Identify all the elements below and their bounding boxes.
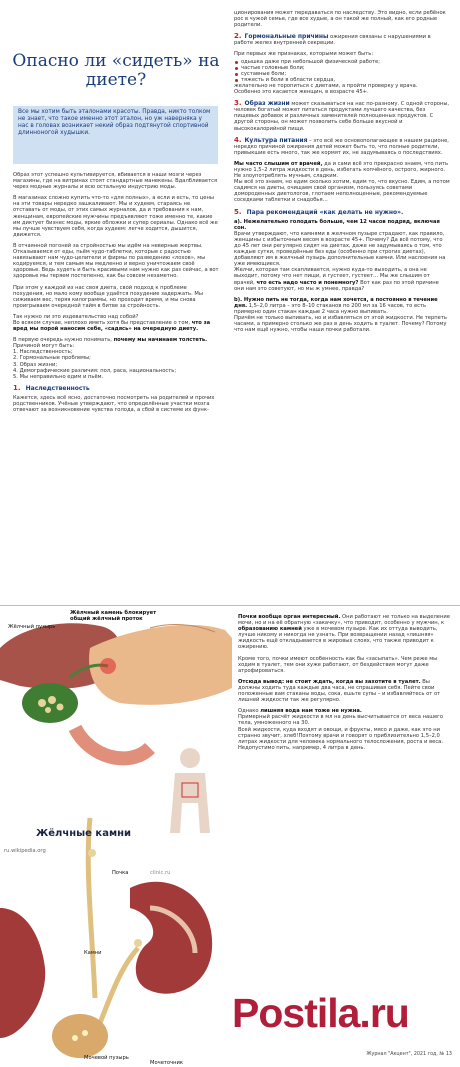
blockage-highlight bbox=[100, 658, 116, 674]
sentence: может сказываться на нас по-разному. С одной стороны, человек богатый может питаться продуктами лучшего качества, без пищевых добавок и различных заменителей полноценных продуктов. С другой стороны, он может позволить себе больше вкусной и высококалорийной пищи. bbox=[234, 101, 450, 132]
body-silhouette-head bbox=[180, 748, 200, 768]
list-item: одышка даже при небольшой физической работе; bbox=[234, 59, 450, 65]
body-silhouette bbox=[170, 773, 210, 833]
emphasis: что есть надо часто и понемногу? bbox=[256, 279, 359, 286]
sentence: Вот как раз по этой причине они нам это советуют, но мы ж умнее, правда? bbox=[234, 279, 439, 292]
sentence: Во всяком случае, неплохо иметь хотя бы представление о том, bbox=[13, 319, 191, 326]
section-title: Гормональные причины bbox=[244, 33, 329, 41]
intro-box: Все мы хотим быть эталонами красоты. Правда, никто толком не знает, что такое именно этот эталон, но уж наверняка у нас в головах возникает некий образ подтянутой спортивной длинноногой худышки. bbox=[13, 106, 218, 164]
sentence: Мы всё это знаем, но едим сколько хотим, едим то, что вкусно. Едим, а потом садимся на диеты, очищаем свой организм, пользуясь советами домороденных диетологов, глотаем неполноценные, рекомендуемые соседками таблетки и снадобья… bbox=[234, 179, 450, 204]
list-item: тяжесть и боли в области сердца, bbox=[234, 77, 450, 83]
paragraph bbox=[234, 137, 450, 156]
stones-label: Камни bbox=[84, 950, 102, 956]
left-column bbox=[13, 172, 219, 418]
section-heading bbox=[13, 385, 219, 392]
sentence: Причиной могут быть: bbox=[13, 343, 75, 350]
paragraph: Особенно это касается женщин, в возрасте 45+. bbox=[234, 89, 369, 96]
section-number: 4. bbox=[234, 135, 242, 144]
emphasis: Мы часто слышим от врачей, bbox=[234, 160, 323, 167]
section-number: 1. bbox=[13, 383, 21, 392]
gallstone-note: Жёлчный камень блокирует общий жёлчный проток bbox=[70, 610, 157, 622]
section-heading bbox=[234, 209, 450, 216]
kidney-left-shape bbox=[0, 908, 45, 1038]
right-column bbox=[234, 10, 450, 338]
paragraph bbox=[238, 679, 452, 703]
sentence: Всей жидкости, куда входят и овощи, и фрукты, мясо и даже, как это ни странно звучит, хлеб!Поэтому врачи и говорят о приблизительно 1,5–2,0 литрах жидкости для человека нормального телосложения, роста и веса. Недопустимо пить, например, 4 литра в день. bbox=[238, 726, 444, 751]
sentence: Желчи, которая там скапливается, нужно куда-то выходить, а она не выходит, потому что нет пищи, и густеет, густеет… Мы же слышим от врачей, bbox=[234, 267, 430, 286]
paragraph: При этом у каждой из нас своя диета, свой подход к проблеме похудения, но мало кому вообще удаётся похудение задержать. Мы сиживаем вес, теряя килограммы, но проходит время, и мы снова проигрываем очередной тайм в битве за стройность. bbox=[13, 284, 203, 309]
sentence: Причём не только выпивать, но и избавляться от этой жидкости. Не терпеть часами, а примерно столько же раз в день ходить в туалет. Почему? Потому что нам ещё нужно, чтобы наши почки работали. bbox=[234, 315, 447, 334]
sentence: 1,5–2,0 литра – это 8–10 стаканов по 200 мл за 16 часов, то есть примерно один стакан каждые 2 часа нужно выпивать. bbox=[234, 302, 427, 315]
gallstones-caption: Жёлчные камни bbox=[36, 828, 132, 839]
paragraph bbox=[234, 161, 450, 204]
article-title: Опасно ли «сидеть» на диете? bbox=[12, 51, 220, 90]
gallbladder-label: Жёлчный пузырь bbox=[8, 624, 56, 630]
section-title: Образ жизни bbox=[244, 100, 290, 108]
paragraph: желательно не торопиться с диетами, а пройти проверку у врача. bbox=[234, 82, 418, 89]
ureter-label: Мочеточник bbox=[150, 1060, 184, 1066]
image-source: ru.wikipedia.org bbox=[4, 848, 46, 854]
emphasis: что за вред мы порой наносим себе, «садясь» на очередную диету. bbox=[13, 319, 211, 333]
emphasis: а). Нежелательно голодать больше, чем 12 часов подряд, включая сон. bbox=[234, 218, 440, 231]
sentence: да и сами всё это прекрасно знаем, что пить нужно 1,5–2 литра жидкости в день, избегать копчёного, острого, жирного. bbox=[234, 160, 449, 173]
paragraph bbox=[234, 33, 450, 46]
bladder-shape bbox=[52, 1014, 108, 1058]
list-item: 4. Демографические различия: пол, раса, национальность; bbox=[13, 367, 177, 374]
section-number: 2. bbox=[234, 32, 242, 41]
paragraph: Кроме того, почки имеют особенность как бы «засыпать». Чем реже мы ходим в туалет, тем они хуже работают, от бездействия могут даже атрофироваться. bbox=[238, 655, 438, 674]
paragraph bbox=[234, 100, 450, 131]
question: Так нужно ли это издевательство над собой? bbox=[13, 313, 139, 320]
paragraph bbox=[234, 219, 450, 292]
paragraph bbox=[238, 708, 452, 751]
paragraph bbox=[238, 614, 452, 651]
sentence: Они работают не только на выделение мочи, но и на её обратную «закачку», что приводит, особенно у мужчин, к bbox=[238, 614, 450, 627]
ureter-shape bbox=[88, 818, 95, 998]
paragraph bbox=[13, 314, 219, 332]
section-title: Культура питания bbox=[244, 136, 308, 144]
list-item: 2. Гормональные проблемы; bbox=[13, 355, 91, 362]
paragraph bbox=[234, 297, 450, 334]
section-number: 3. bbox=[234, 99, 242, 108]
emphasis: Отсюда вывод: не стоит ждать, когда вы захотите в туалет. bbox=[238, 678, 421, 685]
list-item: 3. Образ жизни; bbox=[13, 361, 58, 368]
list-item: частые головные боли; bbox=[234, 65, 450, 71]
section-number: 5. bbox=[234, 207, 242, 216]
sentence: Не злоупотреблять мучным, сладким. bbox=[234, 173, 339, 180]
sentence: – это всё же основополагающее в нашем рационе, нередко причиной ожирения детей может быть то, что полные родители, привыкшие есть много, так же кормят их, не задумываясь о последствиях. bbox=[234, 137, 449, 156]
section-divider bbox=[0, 605, 460, 606]
symptom-list bbox=[234, 59, 450, 83]
sentence: уже в мочевом пузыре. Как их оттуда выводить, лучше никому и никогда не узнать. При возвращении назад «лишняя» жидкость ещё откладывается в жировых слоях, что также приводит к ожирению. bbox=[238, 626, 438, 651]
paragraph: ционирования может передаваться по наследству. Это видно, если ребёнок рос в чужой семье, где все худые, а он такой же полный, как его родные родители. bbox=[234, 10, 446, 29]
paragraph bbox=[13, 337, 219, 380]
emphasis: Почки вообще орган интересный. bbox=[238, 614, 341, 620]
paragraph: В магазинах сложно купить что-то «для полных», а если и есть, то цены на эти товары нередко зашкаливают. Мы и худеем, стараясь не отставать от моды, от этих самых журналов, да и требования к нам, женщинам, европейские мужчины предъявляют тоже именно те, какие им диктует бизнес моды, яркие обложки и супер сериалы. Однако всё же мы лучше чувствуем себя, когда худеем: легче ходится, дышится, движется. bbox=[13, 195, 218, 238]
emphasis: образованию камней bbox=[238, 626, 302, 633]
postila-watermark bbox=[232, 985, 460, 1045]
sentence: Вы должны ходить туда каждые два часа, не спрашивая себя. Пейте свои положенные вам стаканы воды, сока, ешьте супы – и избавляйтесь от от лишней жидкости так же регулярно. bbox=[238, 678, 441, 704]
paragraph: При первых же признаках, которыми может быть: bbox=[234, 51, 374, 58]
magazine-footer: Журнал "Акцент", 2021 год, № 13 bbox=[366, 1052, 452, 1057]
kidney-shape bbox=[130, 882, 212, 994]
article-title-block bbox=[12, 52, 220, 92]
bottom-right-column bbox=[238, 614, 452, 756]
list-item: 5. Мы неправильно едим и пьём. bbox=[13, 373, 104, 380]
kidney-label: Почка bbox=[112, 870, 129, 876]
emphasis: лишняя вода нам тоже не нужна. bbox=[260, 708, 362, 715]
sentence: Врачи утверждают, что камнями в желчном пузыре страдают, как правило, женщины с избыточным весом в возрасте 45+. Почему? Да всё потому, что до 45 лет они регулярно сидят на диетах, даже не задумываясь о том, что каждые сутки, проведённые без еды (особенно при строгих диетах), добавляют им в желчный пузырь дополнительные камни. Или наслоения на уже имеющиеся. bbox=[234, 230, 446, 268]
image-source: clinic.ru bbox=[150, 870, 171, 876]
section-heading bbox=[234, 137, 307, 144]
sentence: ожирения связаны с нарушениями в работе желез внутренней секреции. bbox=[234, 34, 431, 47]
emphasis: почему мы начинаем толстеть. bbox=[113, 337, 208, 344]
paragraph: В отчаянной погоней за стройностью мы идём на неверные жертвы. Отказываемся от еды, пьём чудо-таблетки, которые с радостью навязывают нам чудо-целители и фирмы по разведению «лохов», мы кодируемся, и тем самым мы медленно и верно уничтожаем своё здоровье. Ведь худеть и быть красивыми нам нужно как раз сейчас, а вот здоровье мы теряем постепенно, как бы совсем незаметно. bbox=[13, 242, 219, 280]
bladder-label: Мочевой пузырь bbox=[84, 1055, 129, 1061]
emphasis: b). Нужно пить не тогда, когда нам хочется, а постоянно в течение дня. bbox=[234, 296, 438, 309]
list-item: 1. Наследственность; bbox=[13, 349, 73, 356]
duodenum-shape bbox=[75, 728, 150, 758]
section-title: Наследственность bbox=[25, 384, 90, 392]
paragraph: Кажется, здесь всё ясно, достаточно посмотреть на родителей и прочих родственников. Учёные утверждают, что определённые участки мозга отвечают за возникновение чувства голода, а сбой в системе их функ- bbox=[13, 394, 215, 414]
list-item: суставные боли; bbox=[234, 71, 450, 77]
section-title: Пара рекомендаций «как делать не нужно». bbox=[246, 208, 404, 216]
watermark-text: Postila.ru bbox=[232, 990, 409, 1036]
sentence: Примерный расчёт жидкости в мл на день высчитывается от веса нашего тела, умноженного на 30. bbox=[238, 714, 444, 727]
sentence: В первую очередь нужно понимать, bbox=[13, 337, 112, 344]
paragraph: Образ этот успешно культивируется, вбивается в наши мозги через магазины, где на витринах стоят стандартные манекены. Вдалбливается через модные журналы и всю остальную индустрию моды. bbox=[13, 172, 218, 191]
sentence: Однако bbox=[238, 708, 259, 715]
